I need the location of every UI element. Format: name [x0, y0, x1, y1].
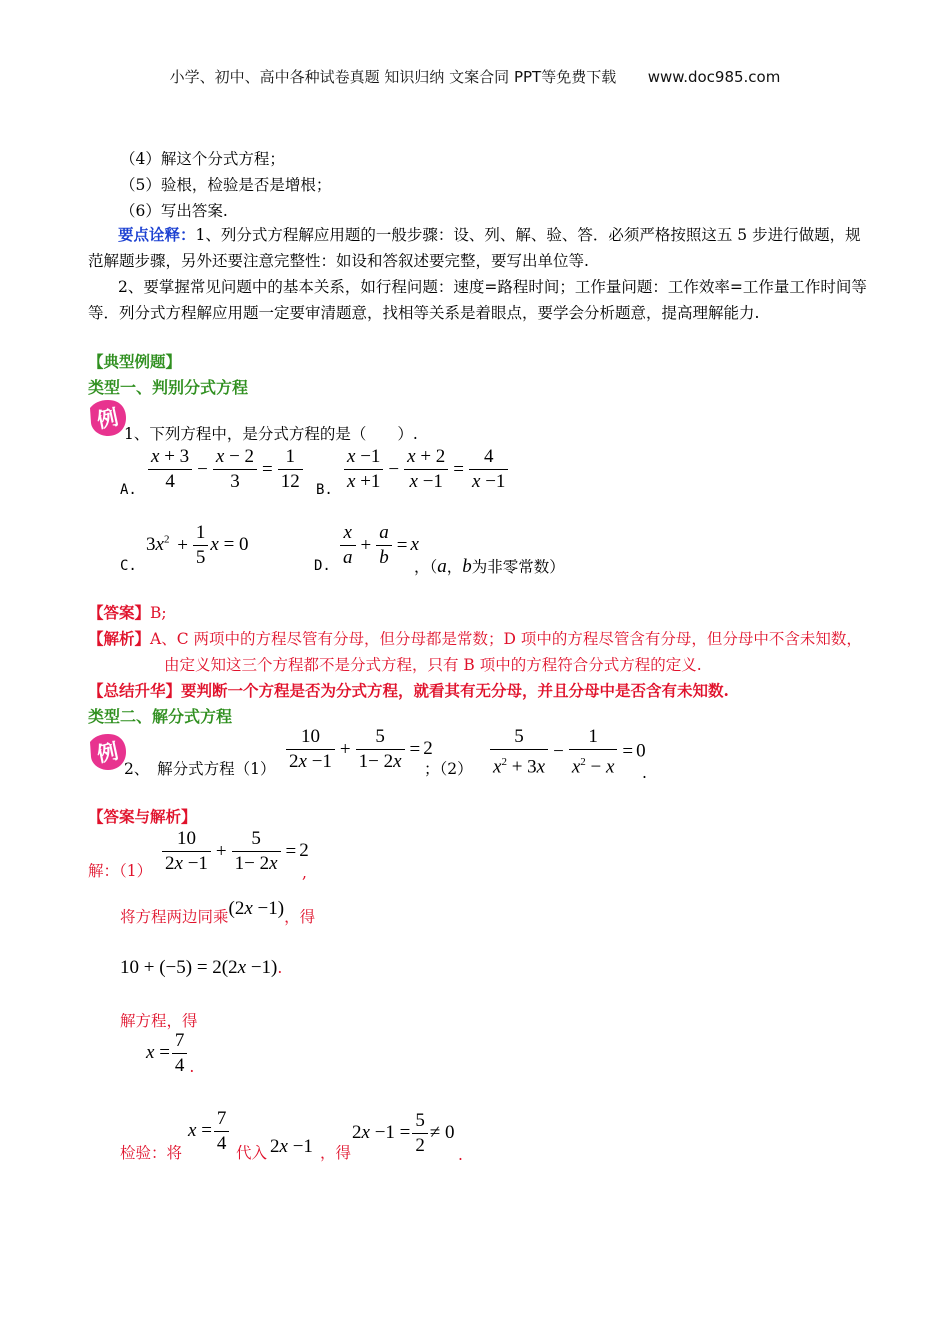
step1-line — [120, 898, 316, 930]
solve-eq: $\frac{10}{2x -1}$ + $\frac{5}{1- 2x}$ = 2 — [160, 828, 309, 875]
step-5: （5）验根，检验是否是增根； — [120, 176, 332, 194]
check-line — [120, 1108, 520, 1164]
q1-summary-label: 【总结升华】 — [88, 681, 182, 700]
type1-title: 类型一、判别分式方程 — [88, 378, 249, 397]
check-expression: 2x −1 — [270, 1136, 313, 1157]
notes-paragraph-1 — [88, 222, 868, 274]
notes-label: 要点诠释： — [118, 225, 196, 244]
q1-stem: 1、下列方程中，是分式方程的是（ ）. — [124, 425, 418, 443]
q1-note-a: a — [437, 556, 447, 577]
q1-analysis-label: 【解析】 — [88, 629, 151, 648]
example-badge-char: 例 — [94, 405, 121, 433]
example-badge-2-char: 例 — [94, 739, 121, 767]
step2-result-math: x = $\frac{7}{4}$ — [146, 1042, 189, 1063]
q1-option-a-equation: $\frac{x + 3}{4}$ − $\frac{x - 2}{3}$ = $\frac{1}{12}$ — [146, 446, 305, 493]
q1-option-a-label: A. — [120, 482, 137, 498]
step1-factor: (2x −1) — [228, 898, 285, 919]
q1-answer-label: 【答案】 — [88, 603, 151, 622]
header-text: 小学、初中、高中各种试卷真题 知识归纳 文案合同 PPT等免费下载 — [169, 68, 617, 86]
example-badge-2 — [88, 732, 128, 772]
q1-option-c-equation: $3x^2$ + $\frac{1}{5}$ x = 0 — [146, 522, 249, 568]
page-header — [0, 66, 950, 87]
type2-title: 类型二、解分式方程 — [88, 707, 233, 726]
header-url[interactable]: www.doc985.com — [647, 68, 781, 86]
q2-answer-label: 【答案与解析】 — [88, 807, 197, 826]
q1-analysis — [88, 626, 876, 678]
check-x-value: x = $\frac{7}{4}$ — [188, 1108, 231, 1155]
q1-note-open: ，（ — [414, 558, 438, 576]
q1-option-d-equation: $\frac{x}{a}$ + $\frac{a}{b}$ = x — [338, 522, 419, 569]
q1-option-d-label: D. — [314, 558, 331, 574]
step1-equation — [120, 955, 282, 981]
q1-option-b-label: B. — [316, 482, 333, 498]
check-text-2: 代入 — [236, 1144, 268, 1162]
check-result: 2x −1 = $\frac{5}{2}$ ≠ 0 — [352, 1110, 455, 1156]
q1-answer — [88, 600, 167, 626]
step1-equation-math: 10 + (−5) = 2(2x −1) — [120, 957, 278, 978]
step-4: （4）解这个分式方程； — [120, 150, 285, 168]
step2-result — [146, 1030, 194, 1077]
q1-option-c-label: C. — [120, 558, 137, 574]
q2-eq1: $\frac{10}{2x -1}$ + $\frac{5}{1- 2x}$ = 2 — [284, 726, 433, 773]
example-badge — [88, 398, 128, 438]
solve-comma: , — [302, 864, 307, 882]
step1-period: . — [277, 959, 283, 977]
notes-p1: 1、列分式方程解应用题的一般步骤：设、列、解、验、答．必须严格按照这五 5 步进行做题，规范解题步骤，另外还要注意完整性：如设和答叙述要完整，要写出单位等. — [88, 226, 861, 270]
q1-option-d-note — [414, 554, 565, 580]
section-title: 【典型例题】 — [88, 352, 182, 371]
solve-prefix: 解：（1） — [88, 862, 153, 880]
q1-note-close: 为非零常数） — [471, 558, 565, 576]
step1-text: 将方程两边同乘 — [120, 908, 229, 926]
q1-note-b: b — [462, 556, 472, 577]
check-period: . — [458, 1146, 463, 1164]
q2-end: . — [642, 764, 647, 782]
check-text-3: ，得 — [320, 1144, 352, 1162]
q2-eq2: $\frac{5}{x^2 + 3x}$ − $\frac{1}{x^2 - x}$ = 0 — [488, 726, 646, 778]
step-6: （6）写出答案. — [120, 202, 228, 220]
check-text-1: 检验：将 — [120, 1144, 183, 1162]
notes-paragraph-2: 2、要掌握常见问题中的基本关系，如行程问题：速度=路程时间；工作量问题：工作效率=工作量工作时间等等．列分式方程解应用题一定要审清题意，找相等关系是着眼点，要学会分析题意，提高理解能力. — [88, 278, 867, 322]
q2-stem: 2、 解分式方程（1） — [124, 760, 276, 778]
step2-period: . — [189, 1057, 195, 1076]
q1-answer-value: B; — [150, 604, 167, 622]
q1-analysis-text: A、C 两项中的方程尽管有分母，但分母都是常数；D 项中的方程尽管含有分母，但分母中不含未知数，由定义知这三个方程都不是分式方程，只有 B 项中的方程符合分式方程的定义. — [150, 630, 862, 674]
q1-note-comma: ， — [446, 558, 463, 576]
q1-summary-text: 要判断一个方程是否为分式方程，就看其有无分母，并且分母中是否含有未知数. — [181, 681, 729, 700]
step1-get: ，得 — [284, 908, 316, 926]
q1-option-b-equation: $\frac{x -1}{x +1}$ − $\frac{x + 2}{x -1}$ = $\frac{4}{x -1}$ — [342, 446, 510, 493]
step2-text: 解方程，得 — [120, 1012, 198, 1030]
q1-summary — [88, 678, 729, 704]
q2-sep: ；（2） — [424, 760, 473, 778]
